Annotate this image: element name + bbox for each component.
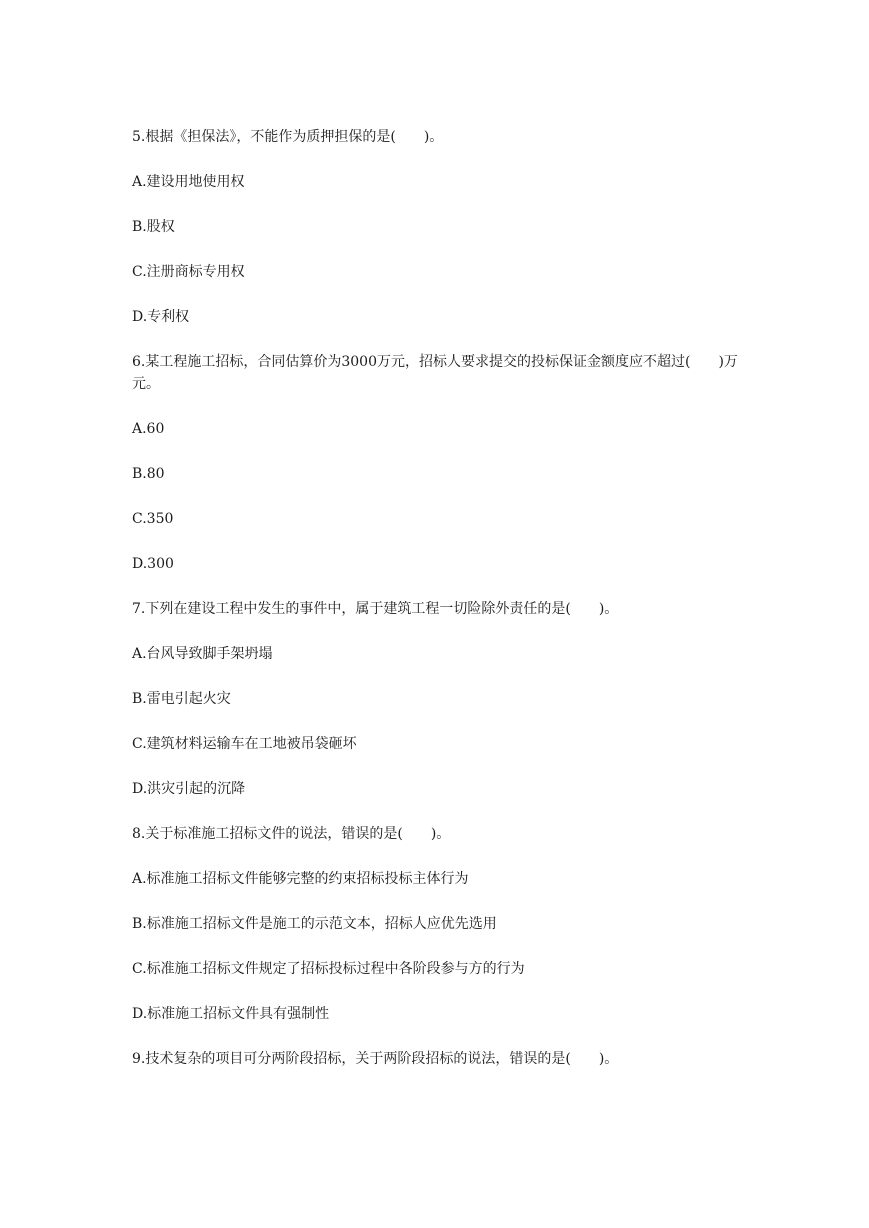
question-7-option-b: B.雷电引起火灾 <box>132 691 231 707</box>
question-6-option-c: C.350 <box>132 511 174 527</box>
question-5-option-d: D.专利权 <box>132 309 190 325</box>
question-7-stem: 7.下列在建设工程中发生的事件中，属于建筑工程一切险除外责任的是( )。 <box>132 601 619 617</box>
question-5-option-a: A.建设用地使用权 <box>132 174 245 190</box>
question-5-stem: 5.根据《担保法》，不能作为质押担保的是( )。 <box>132 129 444 145</box>
question-8-stem: 8.关于标准施工招标文件的说法，错误的是( )。 <box>132 826 451 842</box>
question-6-stem: 6.某工程施工招标，合同估算价为3000万元，招标人要求提交的投标保证金额度应不超过( )万元。 <box>132 354 738 392</box>
question-7-option-c: C.建筑材料运输车在工地被吊袋砸坏 <box>132 736 357 752</box>
question-5-option-c: C.注册商标专用权 <box>132 264 245 280</box>
question-6-option-d: D.300 <box>132 556 174 572</box>
question-7-option-d: D.洪灾引起的沉降 <box>132 781 246 797</box>
question-5-option-b: B.股权 <box>132 219 175 235</box>
question-9-stem: 9.技术复杂的项目可分两阶段招标，关于两阶段招标的说法，错误的是( )。 <box>132 1051 619 1067</box>
question-8-option-d: D.标准施工招标文件具有强制性 <box>132 1006 330 1022</box>
question-8-option-a: A.标准施工招标文件能够完整的约束招标投标主体行为 <box>132 871 469 887</box>
question-6-option-a: A.60 <box>132 421 165 437</box>
document-page <box>132 126 752 1093</box>
question-6-option-b: B.80 <box>132 466 165 482</box>
question-8-option-b: B.标准施工招标文件是施工的示范文本，招标人应优先选用 <box>132 916 497 932</box>
question-7-option-a: A.台风导致脚手架坍塌 <box>132 646 273 662</box>
question-8-option-c: C.标准施工招标文件规定了招标投标过程中各阶段参与方的行为 <box>132 961 525 977</box>
